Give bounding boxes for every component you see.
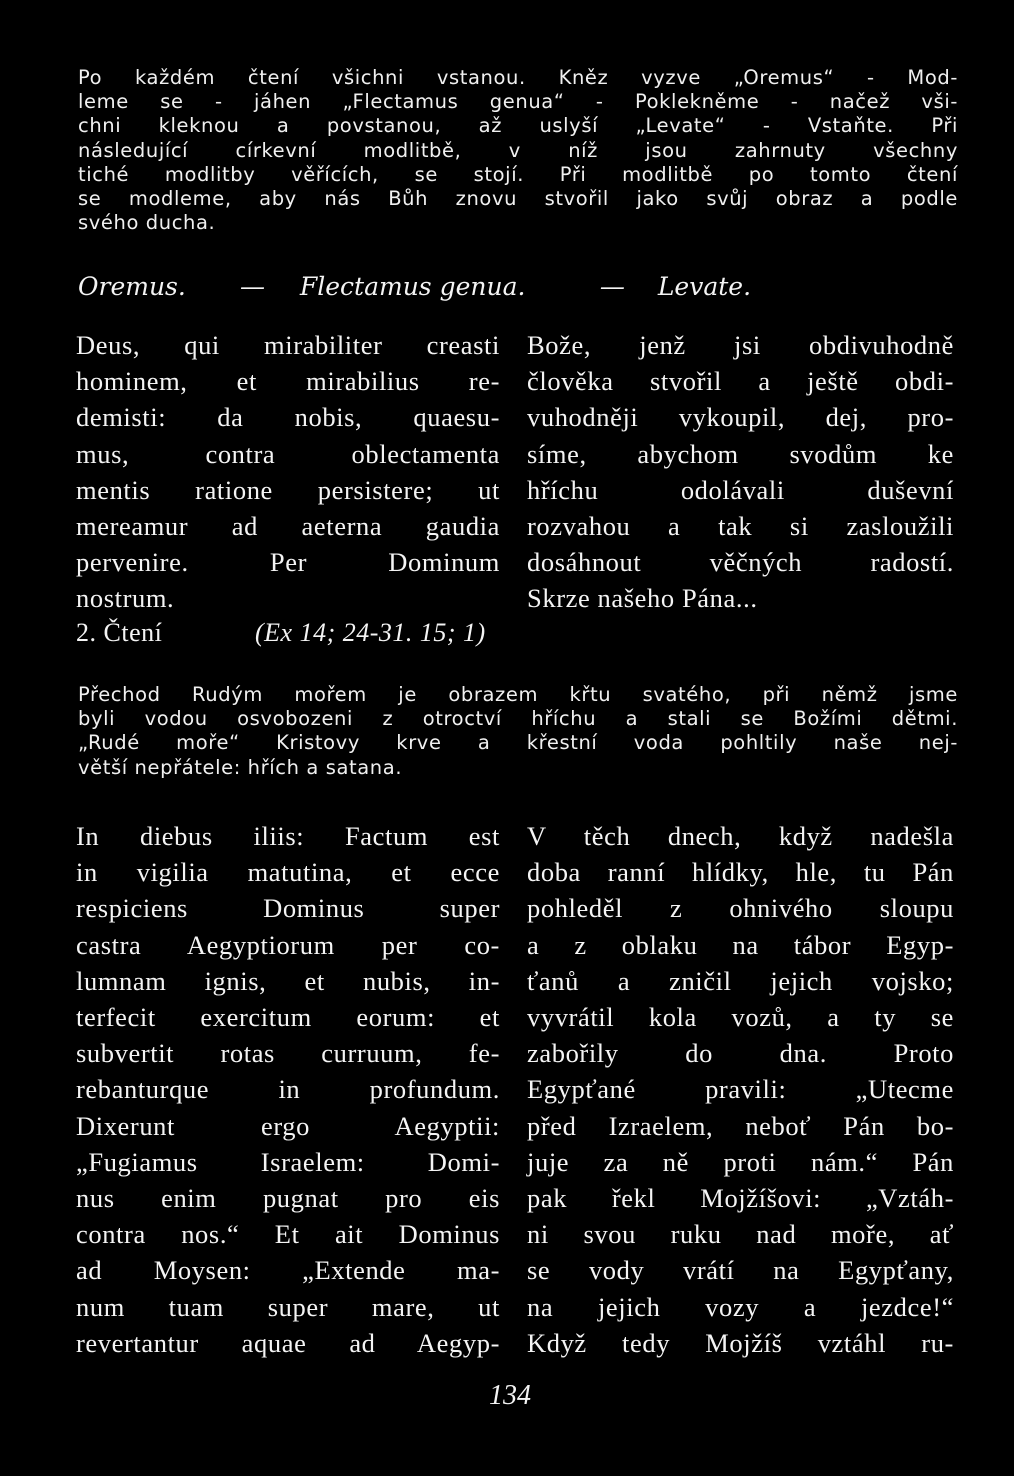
prayer-latin-line: Deus, qui mirabiliter creasti: [76, 330, 500, 360]
reading-czech-line: před Izraelem, neboť Pán bo-: [527, 1110, 954, 1141]
reading-czech-line: se vody vrátí na Egypťany,: [527, 1255, 954, 1286]
prayer-latin-line: mus, contra oblectamenta: [76, 438, 500, 469]
prayer-czech-column: [527, 327, 954, 617]
reading-reference: (Ex 14; 24-31. 15; 1): [255, 618, 486, 647]
prayer-latin-line: hominem, et mirabilius re-: [76, 366, 500, 397]
reading-rubric-line: byli vodou osvobozeni z otroctví hříchu a stali se Božími dětmi.: [78, 707, 958, 731]
prayer-latin-line: nostrum.: [76, 583, 175, 614]
reading-latin-line: nus enim pugnat pro eis: [76, 1183, 500, 1214]
reading-latin-line: „Fugiamus Israelem: Domi-: [76, 1146, 500, 1177]
reading-czech-line: Když tedy Mojžíš vztáhl ru-: [527, 1327, 954, 1358]
intro-rubric: [78, 66, 958, 235]
intro-rubric-line: Po každém čtení všichni vstanou. Kněz vyzve „Oremus“ - Mod-: [78, 66, 958, 89]
reading-latin-line: contra nos.“ Et ait Dominus: [76, 1219, 500, 1250]
reading-czech-line: zabořily do dna. Proto: [527, 1038, 954, 1069]
reading-number: 2. Čtení: [76, 618, 163, 647]
prayer-czech-line: Skrze našeho Pána...: [527, 583, 758, 614]
prayer-czech-line: hříchu odolávali duševní: [527, 474, 954, 505]
reading-czech-line: ni svou ruku nad moře, ať: [527, 1219, 954, 1250]
reading-czech-column: [527, 818, 954, 1361]
intro-rubric-line: chni kleknou a povstanou, až uslyší „Levate“ - Vstaňte. Při: [78, 114, 958, 138]
reading-latin-line: In diebus iliis: Factum est: [76, 821, 500, 851]
reading-rubric: [78, 683, 958, 780]
reading-czech-line: pohleděl z ohnivého sloupu: [527, 893, 954, 924]
reading-latin-line: castra Aegyptiorum per co-: [76, 929, 500, 960]
reading-latin-line: subvertit rotas curruum, fe-: [76, 1038, 500, 1069]
reading-latin-line: ad Moysen: „Extende ma-: [76, 1255, 500, 1286]
reading-czech-line: ťanů a zničil jejich vojsko;: [527, 965, 954, 996]
reading-czech-line: na jejich vozy a jezdce!“: [527, 1291, 954, 1322]
prayer-latin-column: [76, 327, 500, 617]
dash-separator: —: [239, 272, 265, 301]
prayer-czech-line: Bože, jenž jsi obdivuhodně: [527, 330, 954, 360]
oremus-text: Oremus.: [78, 272, 186, 301]
intro-rubric-line: následující církevní modlitbě, v níž jsou zahrnuty všechny: [78, 138, 958, 162]
reading-latin-line: lumnam ignis, et nubis, in-: [76, 965, 500, 996]
flectamus-text: Flectamus genua.: [299, 272, 526, 301]
reading-rubric-line: „Rudé moře“ Kristovy krve a křestní voda pohltily naše nej-: [78, 731, 958, 755]
prayer-czech-line: síme, abychom svodům ke: [527, 438, 954, 469]
reading-heading: [76, 618, 486, 648]
reading-latin-line: Dixerunt ergo Aegyptii:: [76, 1110, 500, 1141]
prayer-czech-line: dosáhnout věčných radostí.: [527, 547, 954, 578]
prayer-latin-line: demisti: da nobis, quaesu-: [76, 402, 500, 433]
prayer-czech-line: rozvahou a tak si zasloužili: [527, 511, 954, 542]
reading-rubric-line: větší nepřátele: hřích a satana.: [78, 755, 403, 779]
levate-text: Levate.: [657, 272, 752, 301]
reading-latin-column: [76, 818, 500, 1361]
prayer-latin-line: pervenire. Per Dominum: [76, 547, 500, 578]
reading-latin-line: num tuam super mare, ut: [76, 1291, 500, 1322]
reading-czech-line: juje za ně proti nám.“ Pán: [527, 1146, 954, 1177]
dash-separator: —: [599, 272, 625, 301]
intro-rubric-line: svého ducha.: [78, 211, 216, 235]
reading-latin-line: in vigilia matutina, et ecce: [76, 857, 500, 888]
prayer-czech-line: vuhodněji vykoupil, dej, pro-: [527, 402, 954, 433]
intro-rubric-line: leme se - jáhen „Flectamus genua“ - Poklekněme - načež vši-: [78, 90, 958, 114]
reading-czech-line: Egypťané pravili: „Utecme: [527, 1074, 954, 1105]
intro-rubric-line: tiché modlitby věřících, se stojí. Při modlitbě po tomto čtení: [78, 162, 958, 186]
reading-latin-line: rebanturque in profundum.: [76, 1074, 500, 1105]
prayer-czech-line: člověka stvořil a ještě obdi-: [527, 366, 954, 397]
reading-rubric-line: Přechod Rudým mořem je obrazem křtu svatého, při němž jsme: [78, 683, 958, 706]
page-number: 134: [489, 1380, 531, 1411]
reading-czech-line: doba ranní hlídky, hle, tu Pán: [527, 857, 954, 888]
intro-rubric-line: se modleme, aby nás Bůh znovu stvořil jako svůj obraz a podle: [78, 187, 958, 211]
reading-latin-line: respiciens Dominus super: [76, 893, 500, 924]
reading-latin-line: revertantur aquae ad Aegyp-: [76, 1327, 500, 1358]
reading-latin-line: terfecit exercitum eorum: et: [76, 1002, 500, 1033]
reading-czech-line: V těch dnech, když nadešla: [527, 821, 954, 851]
reading-czech-line: vyvrátil kola vozů, a ty se: [527, 1002, 954, 1033]
reading-czech-line: pak řekl Mojžíšovi: „Vztáh-: [527, 1183, 954, 1214]
invocation-line: [78, 272, 751, 301]
prayer-latin-line: mereamur ad aeterna gaudia: [76, 511, 500, 542]
prayer-latin-line: mentis ratione persistere; ut: [76, 474, 500, 505]
reading-czech-line: a z oblaku na tábor Egyp-: [527, 929, 954, 960]
